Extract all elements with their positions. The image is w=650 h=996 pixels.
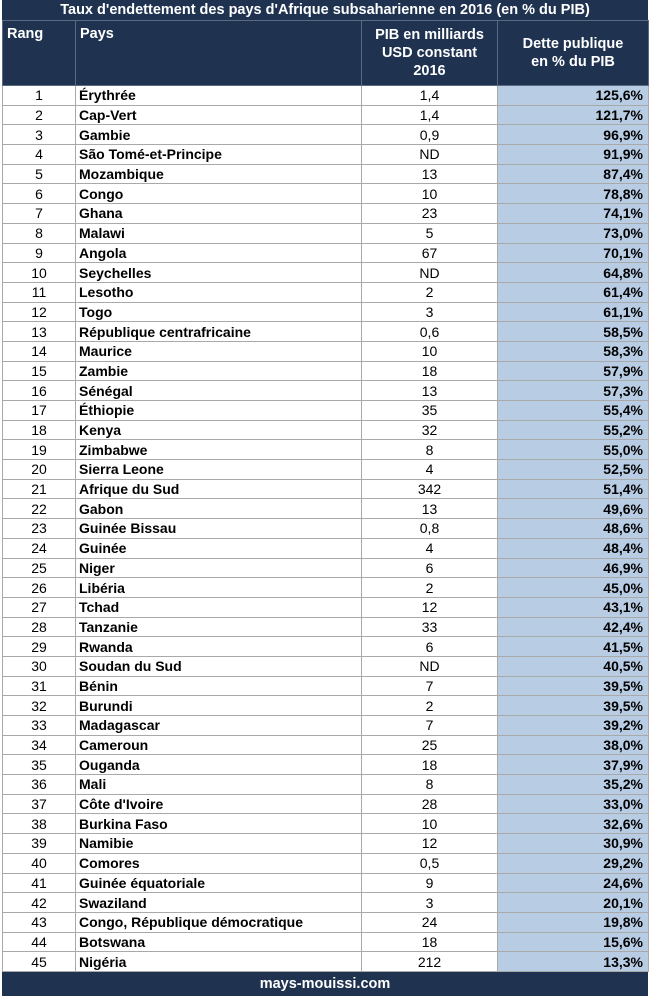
table-row: [3, 656, 649, 676]
country-cell: Maurice: [76, 341, 362, 361]
debt-cell: 58,3%: [498, 341, 649, 361]
table-row: [3, 775, 649, 795]
country-cell: Tchad: [76, 597, 362, 617]
gdp-cell: 13: [362, 164, 498, 184]
debt-cell: 61,4%: [498, 282, 649, 302]
rank-cell: 44: [3, 932, 76, 952]
debt-cell: 37,9%: [498, 755, 649, 775]
rank-cell: 40: [3, 853, 76, 873]
table-row: [3, 617, 649, 637]
country-cell: Ghana: [76, 204, 362, 224]
country-cell: Ouganda: [76, 755, 362, 775]
rank-cell: 15: [3, 361, 76, 381]
country-cell: Seychelles: [76, 263, 362, 283]
country-cell: Côte d'Ivoire: [76, 794, 362, 814]
gdp-cell: 342: [362, 479, 498, 499]
country-cell: Soudan du Sud: [76, 656, 362, 676]
debt-cell: 24,6%: [498, 873, 649, 893]
table-row: [3, 558, 649, 578]
header-pib-line-3: 2016: [413, 63, 446, 79]
debt-cell: 48,4%: [498, 538, 649, 558]
gdp-cell: 33: [362, 617, 498, 637]
rank-cell: 12: [3, 302, 76, 322]
debt-cell: 55,4%: [498, 401, 649, 421]
debt-cell: 45,0%: [498, 578, 649, 598]
rank-cell: 7: [3, 204, 76, 224]
debt-cell: 30,9%: [498, 834, 649, 854]
rank-cell: 28: [3, 617, 76, 637]
country-cell: Cameroun: [76, 735, 362, 755]
rank-cell: 43: [3, 912, 76, 932]
gdp-cell: 212: [362, 952, 498, 972]
country-cell: Lesotho: [76, 282, 362, 302]
table-body: [3, 86, 649, 972]
debt-table: [2, 20, 649, 972]
debt-cell: 49,6%: [498, 499, 649, 519]
debt-cell: 32,6%: [498, 814, 649, 834]
table-row: [3, 184, 649, 204]
debt-cell: 42,4%: [498, 617, 649, 637]
rank-cell: 31: [3, 676, 76, 696]
country-cell: Mozambique: [76, 164, 362, 184]
debt-cell: 46,9%: [498, 558, 649, 578]
country-cell: Congo: [76, 184, 362, 204]
rank-cell: 1: [3, 86, 76, 106]
gdp-cell: 0,9: [362, 125, 498, 145]
gdp-cell: 4: [362, 538, 498, 558]
table-row: [3, 794, 649, 814]
country-cell: Sénégal: [76, 381, 362, 401]
rank-cell: 8: [3, 223, 76, 243]
country-cell: Cap-Vert: [76, 105, 362, 125]
table-row: [3, 204, 649, 224]
debt-cell: 38,0%: [498, 735, 649, 755]
table-row: [3, 873, 649, 893]
debt-cell: 39,5%: [498, 676, 649, 696]
rank-cell: 38: [3, 814, 76, 834]
table-row: [3, 479, 649, 499]
table-row: [3, 420, 649, 440]
header-dette-line-2: en % du PIB: [531, 54, 615, 70]
debt-cell: 87,4%: [498, 164, 649, 184]
rank-cell: 37: [3, 794, 76, 814]
gdp-cell: 10: [362, 341, 498, 361]
debt-cell: 58,5%: [498, 322, 649, 342]
rank-cell: 24: [3, 538, 76, 558]
table-row: [3, 381, 649, 401]
table-row: [3, 243, 649, 263]
gdp-cell: 0,5: [362, 853, 498, 873]
debt-cell: 51,4%: [498, 479, 649, 499]
rank-cell: 19: [3, 440, 76, 460]
gdp-cell: 18: [362, 932, 498, 952]
table-row: [3, 814, 649, 834]
gdp-cell: 6: [362, 637, 498, 657]
header-dette: [498, 21, 649, 86]
rank-cell: 22: [3, 499, 76, 519]
rank-cell: 35: [3, 755, 76, 775]
rank-cell: 29: [3, 637, 76, 657]
rank-cell: 16: [3, 381, 76, 401]
table-row: [3, 164, 649, 184]
rank-cell: 34: [3, 735, 76, 755]
gdp-cell: 8: [362, 775, 498, 795]
debt-cell: 57,3%: [498, 381, 649, 401]
debt-cell: 39,2%: [498, 716, 649, 736]
rank-cell: 41: [3, 873, 76, 893]
debt-cell: 55,0%: [498, 440, 649, 460]
country-cell: Burkina Faso: [76, 814, 362, 834]
gdp-cell: 0,8: [362, 519, 498, 539]
header-pib-line-1: PIB en milliards: [375, 27, 484, 43]
gdp-cell: 32: [362, 420, 498, 440]
header-pays: Pays: [76, 21, 362, 86]
header-rang: Rang: [3, 21, 76, 86]
gdp-cell: 2: [362, 282, 498, 302]
country-cell: Niger: [76, 558, 362, 578]
gdp-cell: 8: [362, 440, 498, 460]
country-cell: Burundi: [76, 696, 362, 716]
rank-cell: 27: [3, 597, 76, 617]
rank-cell: 10: [3, 263, 76, 283]
country-cell: Tanzanie: [76, 617, 362, 637]
country-cell: République centrafricaine: [76, 322, 362, 342]
debt-cell: 19,8%: [498, 912, 649, 932]
table-row: [3, 361, 649, 381]
gdp-cell: 10: [362, 184, 498, 204]
debt-cell: 91,9%: [498, 145, 649, 165]
rank-cell: 13: [3, 322, 76, 342]
debt-cell: 52,5%: [498, 460, 649, 480]
table-row: [3, 755, 649, 775]
gdp-cell: 4: [362, 460, 498, 480]
debt-cell: 41,5%: [498, 637, 649, 657]
debt-cell: 43,1%: [498, 597, 649, 617]
table-row: [3, 716, 649, 736]
country-cell: Comores: [76, 853, 362, 873]
gdp-cell: 1,4: [362, 86, 498, 106]
rank-cell: 3: [3, 125, 76, 145]
gdp-cell: ND: [362, 656, 498, 676]
country-cell: Rwanda: [76, 637, 362, 657]
document: [2, 0, 648, 996]
debt-cell: 73,0%: [498, 223, 649, 243]
debt-cell: 33,0%: [498, 794, 649, 814]
table-row: [3, 932, 649, 952]
table-row: [3, 125, 649, 145]
rank-cell: 36: [3, 775, 76, 795]
gdp-cell: 35: [362, 401, 498, 421]
country-cell: Mali: [76, 775, 362, 795]
country-cell: Angola: [76, 243, 362, 263]
debt-cell: 70,1%: [498, 243, 649, 263]
table-row: [3, 460, 649, 480]
rank-cell: 4: [3, 145, 76, 165]
rank-cell: 18: [3, 420, 76, 440]
debt-cell: 35,2%: [498, 775, 649, 795]
debt-cell: 78,8%: [498, 184, 649, 204]
table-row: [3, 401, 649, 421]
debt-cell: 48,6%: [498, 519, 649, 539]
gdp-cell: 23: [362, 204, 498, 224]
gdp-cell: 3: [362, 893, 498, 913]
gdp-cell: ND: [362, 145, 498, 165]
table-header: [3, 21, 649, 86]
gdp-cell: 2: [362, 696, 498, 716]
country-cell: Zambie: [76, 361, 362, 381]
country-cell: Libéria: [76, 578, 362, 598]
rank-cell: 26: [3, 578, 76, 598]
gdp-cell: ND: [362, 263, 498, 283]
country-cell: Namibie: [76, 834, 362, 854]
debt-cell: 13,3%: [498, 952, 649, 972]
country-cell: Érythrée: [76, 86, 362, 106]
table-row: [3, 578, 649, 598]
gdp-cell: 7: [362, 676, 498, 696]
table-row: [3, 499, 649, 519]
debt-cell: 74,1%: [498, 204, 649, 224]
table-row: [3, 322, 649, 342]
country-cell: Zimbabwe: [76, 440, 362, 460]
country-cell: Guinée Bissau: [76, 519, 362, 539]
country-cell: Congo, République démocratique: [76, 912, 362, 932]
debt-cell: 29,2%: [498, 853, 649, 873]
country-cell: Gabon: [76, 499, 362, 519]
gdp-cell: 67: [362, 243, 498, 263]
gdp-cell: 6: [362, 558, 498, 578]
rank-cell: 14: [3, 341, 76, 361]
debt-cell: 57,9%: [498, 361, 649, 381]
gdp-cell: 28: [362, 794, 498, 814]
table-row: [3, 263, 649, 283]
footer-source: mays-mouissi.com: [2, 972, 648, 996]
table-row: [3, 735, 649, 755]
table-row: [3, 597, 649, 617]
rank-cell: 17: [3, 401, 76, 421]
gdp-cell: 13: [362, 499, 498, 519]
gdp-cell: 13: [362, 381, 498, 401]
country-cell: Guinée: [76, 538, 362, 558]
gdp-cell: 24: [362, 912, 498, 932]
rank-cell: 25: [3, 558, 76, 578]
debt-cell: 39,5%: [498, 696, 649, 716]
rank-cell: 11: [3, 282, 76, 302]
country-cell: Malawi: [76, 223, 362, 243]
table-row: [3, 893, 649, 913]
country-cell: Sierra Leone: [76, 460, 362, 480]
table-row: [3, 853, 649, 873]
document-title: Taux d'endettement des pays d'Afrique subsaharienne en 2016 (en % du PIB): [2, 0, 648, 20]
rank-cell: 39: [3, 834, 76, 854]
table-row: [3, 538, 649, 558]
table-row: [3, 676, 649, 696]
rank-cell: 23: [3, 519, 76, 539]
table-row: [3, 223, 649, 243]
country-cell: Guinée équatoriale: [76, 873, 362, 893]
gdp-cell: 5: [362, 223, 498, 243]
debt-cell: 15,6%: [498, 932, 649, 952]
header-pib: [362, 21, 498, 86]
country-cell: Nigéria: [76, 952, 362, 972]
rank-cell: 20: [3, 460, 76, 480]
table-row: [3, 302, 649, 322]
gdp-cell: 7: [362, 716, 498, 736]
gdp-cell: 10: [362, 814, 498, 834]
country-cell: Botswana: [76, 932, 362, 952]
table-row: [3, 696, 649, 716]
rank-cell: 32: [3, 696, 76, 716]
gdp-cell: 0,6: [362, 322, 498, 342]
country-cell: Éthiopie: [76, 401, 362, 421]
table-row: [3, 952, 649, 972]
table-row: [3, 834, 649, 854]
gdp-cell: 3: [362, 302, 498, 322]
header-pib-line-2: USD constant: [381, 45, 478, 61]
rank-cell: 30: [3, 656, 76, 676]
debt-cell: 121,7%: [498, 105, 649, 125]
gdp-cell: 18: [362, 361, 498, 381]
gdp-cell: 12: [362, 834, 498, 854]
debt-cell: 64,8%: [498, 263, 649, 283]
country-cell: Bénin: [76, 676, 362, 696]
gdp-cell: 1,4: [362, 105, 498, 125]
debt-cell: 55,2%: [498, 420, 649, 440]
country-cell: Togo: [76, 302, 362, 322]
header-dette-line-1: Dette publique: [522, 36, 624, 52]
table-row: [3, 519, 649, 539]
country-cell: Gambie: [76, 125, 362, 145]
table-row: [3, 912, 649, 932]
gdp-cell: 9: [362, 873, 498, 893]
header-row: [3, 21, 649, 86]
gdp-cell: 25: [362, 735, 498, 755]
debt-cell: 40,5%: [498, 656, 649, 676]
table-row: [3, 86, 649, 106]
debt-cell: 61,1%: [498, 302, 649, 322]
gdp-cell: 12: [362, 597, 498, 617]
rank-cell: 6: [3, 184, 76, 204]
country-cell: São Tomé-et-Principe: [76, 145, 362, 165]
gdp-cell: 2: [362, 578, 498, 598]
table-row: [3, 105, 649, 125]
table-row: [3, 637, 649, 657]
rank-cell: 9: [3, 243, 76, 263]
table-row: [3, 145, 649, 165]
country-cell: Madagascar: [76, 716, 362, 736]
table-row: [3, 341, 649, 361]
gdp-cell: 18: [362, 755, 498, 775]
rank-cell: 33: [3, 716, 76, 736]
rank-cell: 45: [3, 952, 76, 972]
table-row: [3, 440, 649, 460]
country-cell: Kenya: [76, 420, 362, 440]
country-cell: Swaziland: [76, 893, 362, 913]
rank-cell: 42: [3, 893, 76, 913]
debt-cell: 125,6%: [498, 86, 649, 106]
table-row: [3, 282, 649, 302]
country-cell: Afrique du Sud: [76, 479, 362, 499]
rank-cell: 21: [3, 479, 76, 499]
rank-cell: 5: [3, 164, 76, 184]
rank-cell: 2: [3, 105, 76, 125]
debt-cell: 96,9%: [498, 125, 649, 145]
debt-cell: 20,1%: [498, 893, 649, 913]
